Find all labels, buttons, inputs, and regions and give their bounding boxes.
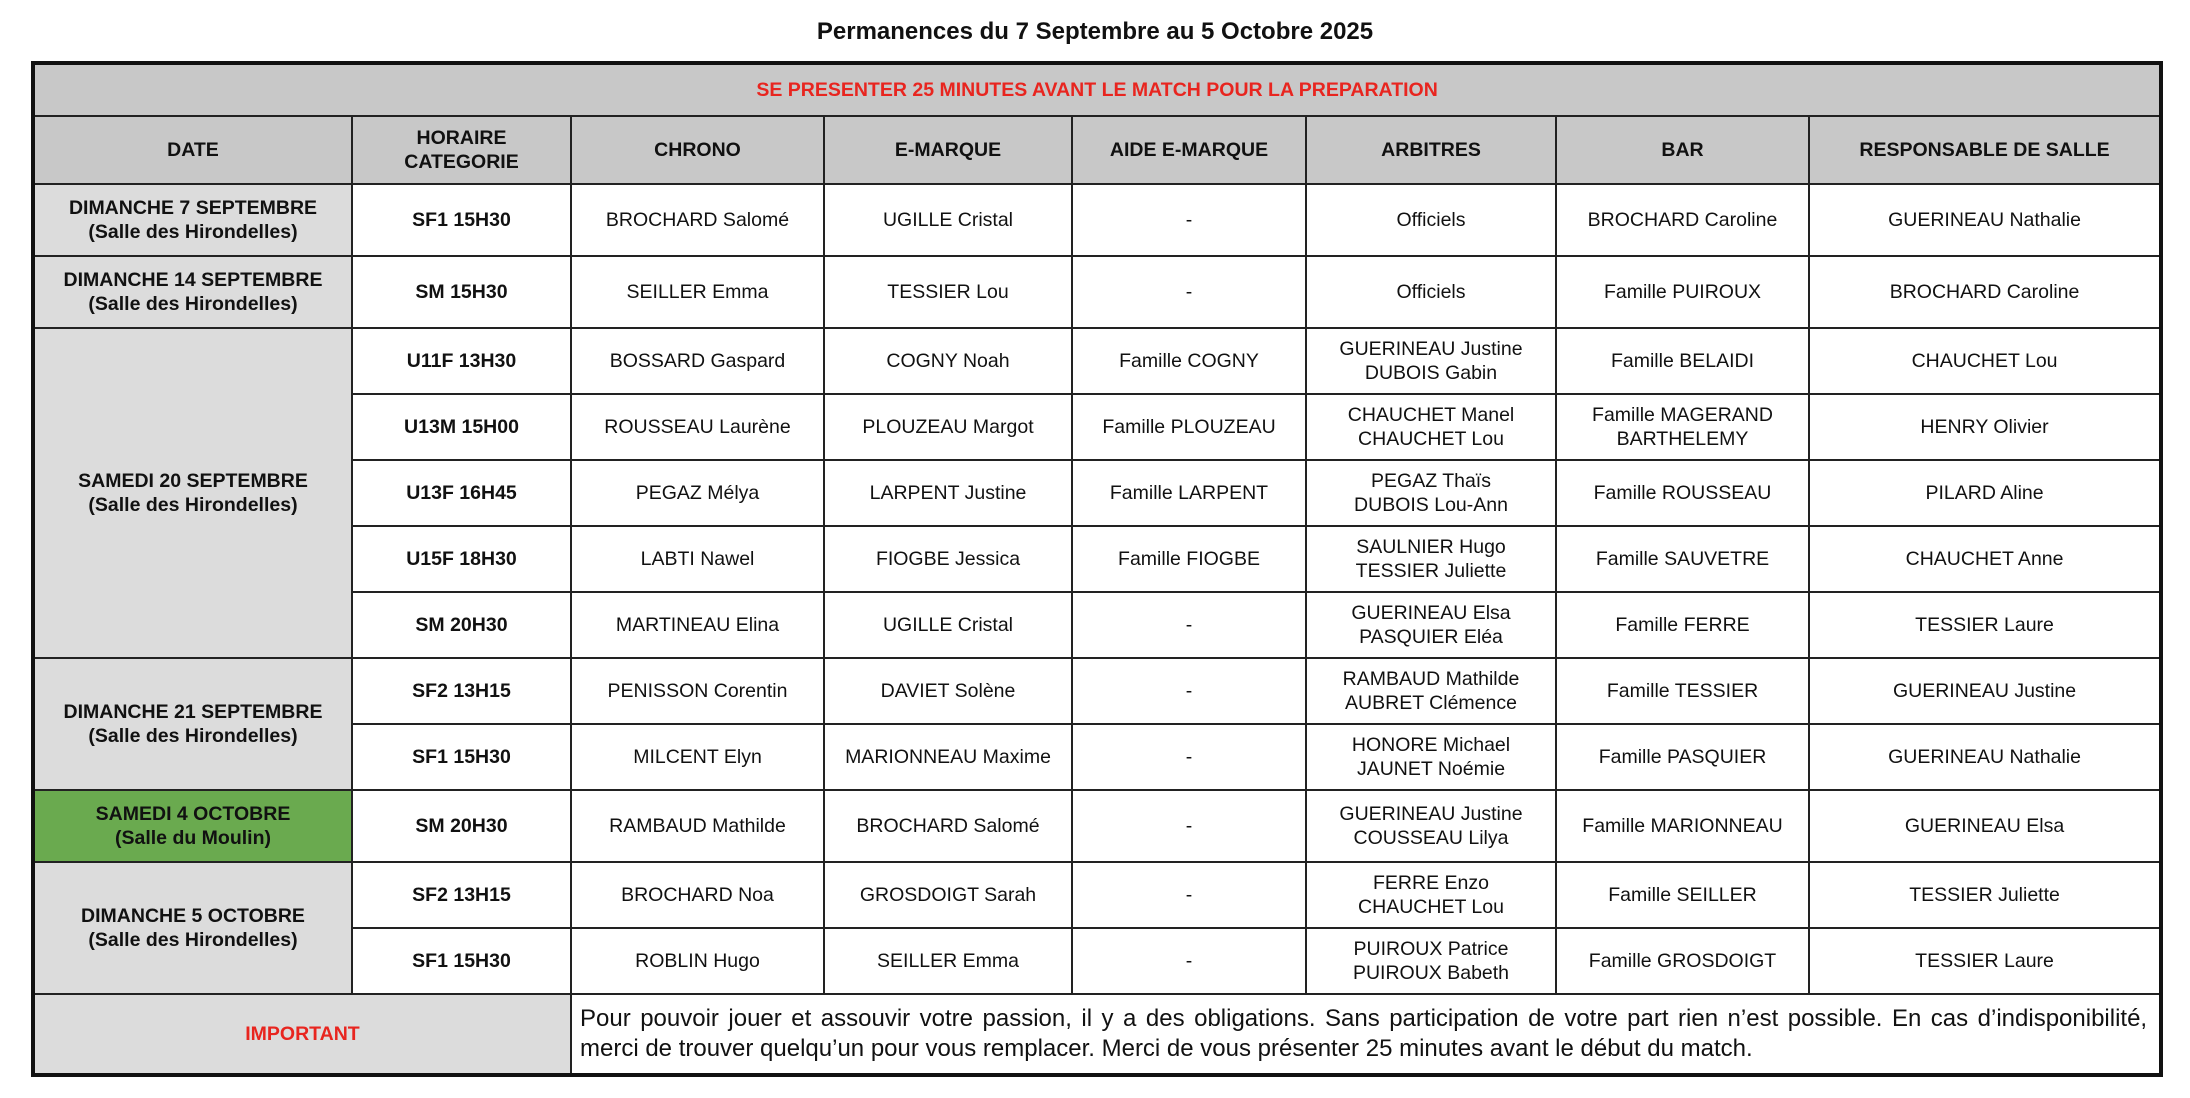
emarque-cell: TESSIER Lou (824, 256, 1072, 328)
table-row (33, 928, 2161, 994)
chrono-cell: BROCHARD Noa (571, 862, 824, 928)
arbitres-line: GUERINEAU Elsa (1351, 602, 1511, 624)
arbitres-line: GUERINEAU Justine (1339, 803, 1523, 825)
banner-row (33, 63, 2161, 116)
venue-label: (Salle des Hirondelles) (88, 929, 298, 951)
chrono-cell: ROUSSEAU Laurène (571, 394, 824, 460)
bar-line: Famille FERRE (1615, 614, 1750, 636)
header-horaire-line1: HORAIRE (416, 127, 507, 149)
chrono-cell: SEILLER Emma (571, 256, 824, 328)
horaire-cell: SF1 15H30 (352, 724, 571, 790)
important-label: IMPORTANT (33, 994, 571, 1075)
horaire-cell: U15F 18H30 (352, 526, 571, 592)
responsable-cell: GUERINEAU Nathalie (1809, 184, 2161, 256)
bar-line: BROCHARD Caroline (1587, 209, 1778, 231)
header-horaire (352, 116, 571, 184)
date-label: DIMANCHE 5 OCTOBRE (81, 905, 305, 927)
date-label: DIMANCHE 7 SEPTEMBRE (68, 197, 318, 219)
chrono-cell: LABTI Nawel (571, 526, 824, 592)
date-cell (33, 790, 352, 862)
aide-cell: Famille COGNY (1072, 328, 1306, 394)
arbitres-line: CHAUCHET Manel (1347, 404, 1515, 426)
arbitres-cell (1306, 256, 1556, 328)
table-row (33, 862, 2161, 928)
bar-cell (1556, 658, 1809, 724)
arbitres-line: CHAUCHET Lou (1358, 896, 1504, 918)
date-cell (33, 658, 352, 790)
arbitres-cell (1306, 460, 1556, 526)
responsable-cell: GUERINEAU Justine (1809, 658, 2161, 724)
arbitres-line: PASQUIER Eléa (1359, 626, 1503, 648)
header-responsable: RESPONSABLE DE SALLE (1809, 116, 2161, 184)
bar-line: Famille MARIONNEAU (1582, 815, 1783, 837)
arbitres-line: JAUNET Noémie (1356, 758, 1506, 780)
emarque-cell: BROCHARD Salomé (824, 790, 1072, 862)
chrono-cell: BOSSARD Gaspard (571, 328, 824, 394)
responsable-cell: TESSIER Laure (1809, 592, 2161, 658)
aide-cell: - (1072, 928, 1306, 994)
horaire-cell: SF2 13H15 (352, 862, 571, 928)
table-row (33, 460, 2161, 526)
bar-line: Famille TESSIER (1606, 680, 1759, 702)
horaire-cell: SF2 13H15 (352, 658, 571, 724)
responsable-cell: TESSIER Juliette (1809, 862, 2161, 928)
important-row (33, 994, 2161, 1075)
emarque-cell: UGILLE Cristal (824, 592, 1072, 658)
horaire-cell: U13M 15H00 (352, 394, 571, 460)
bar-line: Famille MAGERAND (1592, 404, 1773, 426)
schedule-table (31, 61, 2163, 1077)
aide-cell: Famille PLOUZEAU (1072, 394, 1306, 460)
date-label: DIMANCHE 14 SEPTEMBRE (63, 269, 323, 291)
aide-cell: Famille FIOGBE (1072, 526, 1306, 592)
responsable-cell: CHAUCHET Lou (1809, 328, 2161, 394)
arbitres-line: SAULNIER Hugo (1356, 536, 1506, 558)
bar-line: Famille SEILLER (1608, 884, 1757, 906)
table-row (33, 184, 2161, 256)
venue-label: (Salle du Moulin) (115, 827, 271, 849)
bar-cell (1556, 184, 1809, 256)
header-emarque: E-MARQUE (824, 116, 1072, 184)
date-cell (33, 328, 352, 658)
responsable-cell: PILARD Aline (1809, 460, 2161, 526)
bar-cell (1556, 256, 1809, 328)
arbitres-line: DUBOIS Gabin (1364, 362, 1498, 384)
arbitres-line: Officiels (1396, 281, 1466, 303)
emarque-cell: LARPENT Justine (824, 460, 1072, 526)
table-row (33, 256, 2161, 328)
horaire-cell: U11F 13H30 (352, 328, 571, 394)
arbitres-line: GUERINEAU Justine (1339, 338, 1523, 360)
arbitres-cell (1306, 328, 1556, 394)
arbitres-line: PUIROUX Babeth (1352, 962, 1510, 984)
chrono-cell: MARTINEAU Elina (571, 592, 824, 658)
aide-cell: - (1072, 724, 1306, 790)
date-label: SAMEDI 20 SEPTEMBRE (78, 470, 308, 492)
arbitres-line: FERRE Enzo (1373, 872, 1489, 894)
arbitres-cell (1306, 790, 1556, 862)
aide-cell: - (1072, 862, 1306, 928)
emarque-cell: DAVIET Solène (824, 658, 1072, 724)
table-row (33, 328, 2161, 394)
venue-label: (Salle des Hirondelles) (88, 293, 298, 315)
chrono-cell: PEGAZ Mélya (571, 460, 824, 526)
aide-cell: - (1072, 592, 1306, 658)
responsable-cell: GUERINEAU Elsa (1809, 790, 2161, 862)
table-row (33, 526, 2161, 592)
banner-text: SE PRESENTER 25 MINUTES AVANT LE MATCH POUR LA PREPARATION (33, 63, 2161, 116)
arbitres-line: PEGAZ Thaïs (1371, 470, 1491, 492)
emarque-cell: UGILLE Cristal (824, 184, 1072, 256)
chrono-cell: MILCENT Elyn (571, 724, 824, 790)
header-aide-emarque: AIDE E-MARQUE (1072, 116, 1306, 184)
venue-label: (Salle des Hirondelles) (88, 494, 298, 516)
bar-cell (1556, 526, 1809, 592)
arbitres-cell (1306, 592, 1556, 658)
date-label: SAMEDI 4 OCTOBRE (95, 803, 291, 825)
arbitres-line: TESSIER Juliette (1355, 560, 1507, 582)
venue-label: (Salle des Hirondelles) (88, 725, 298, 747)
arbitres-cell (1306, 526, 1556, 592)
arbitres-line: Officiels (1396, 209, 1466, 231)
bar-line: Famille SAUVETRE (1595, 548, 1770, 570)
aide-cell: - (1072, 256, 1306, 328)
bar-line: Famille ROUSSEAU (1593, 482, 1772, 504)
aide-cell: - (1072, 658, 1306, 724)
header-horaire-line2: CATEGORIE (404, 151, 519, 173)
emarque-cell: MARIONNEAU Maxime (824, 724, 1072, 790)
aide-cell: Famille LARPENT (1072, 460, 1306, 526)
chrono-cell: BROCHARD Salomé (571, 184, 824, 256)
bar-cell (1556, 592, 1809, 658)
arbitres-cell (1306, 184, 1556, 256)
header-date: DATE (33, 116, 352, 184)
responsable-cell: GUERINEAU Nathalie (1809, 724, 2161, 790)
arbitres-cell (1306, 724, 1556, 790)
header-row (33, 116, 2161, 184)
table-row (33, 790, 2161, 862)
arbitres-line: CHAUCHET Lou (1358, 428, 1504, 450)
responsable-cell: TESSIER Laure (1809, 928, 2161, 994)
emarque-cell: PLOUZEAU Margot (824, 394, 1072, 460)
date-cell (33, 184, 352, 256)
arbitres-cell (1306, 394, 1556, 460)
arbitres-line: RAMBAUD Mathilde (1342, 668, 1520, 690)
header-bar: BAR (1556, 116, 1809, 184)
table-row (33, 394, 2161, 460)
horaire-cell: SF1 15H30 (352, 928, 571, 994)
schedule-body (33, 184, 2161, 994)
emarque-cell: SEILLER Emma (824, 928, 1072, 994)
chrono-cell: ROBLIN Hugo (571, 928, 824, 994)
horaire-cell: SM 15H30 (352, 256, 571, 328)
emarque-cell: GROSDOIGT Sarah (824, 862, 1072, 928)
emarque-cell: FIOGBE Jessica (824, 526, 1072, 592)
responsable-cell: HENRY Olivier (1809, 394, 2161, 460)
table-row (33, 658, 2161, 724)
bar-cell (1556, 394, 1809, 460)
date-cell (33, 862, 352, 994)
arbitres-cell (1306, 862, 1556, 928)
bar-cell (1556, 928, 1809, 994)
responsable-cell: BROCHARD Caroline (1809, 256, 2161, 328)
bar-cell (1556, 862, 1809, 928)
chrono-cell: RAMBAUD Mathilde (571, 790, 824, 862)
bar-line: Famille PUIROUX (1603, 281, 1762, 303)
header-arbitres: ARBITRES (1306, 116, 1556, 184)
important-text: Pour pouvoir jouer et assouvir votre passion, il y a des obligations. Sans participation de votre part rien n’est possible. En cas d’indisponibilité, merci de trouver quelqu’un pour vous remplacer. Merci de vous présenter 25 minutes avant le début du match. (571, 994, 2161, 1075)
aide-cell: - (1072, 790, 1306, 862)
venue-label: (Salle des Hirondelles) (88, 221, 298, 243)
horaire-cell: U13F 16H45 (352, 460, 571, 526)
bar-cell (1556, 328, 1809, 394)
horaire-cell: SM 20H30 (352, 592, 571, 658)
arbitres-line: HONORE Michael (1351, 734, 1511, 756)
arbitres-line: COUSSEAU Lilya (1353, 827, 1509, 849)
bar-line: Famille GROSDOIGT (1588, 950, 1777, 972)
arbitres-line: DUBOIS Lou-Ann (1354, 494, 1508, 516)
header-chrono: CHRONO (571, 116, 824, 184)
emarque-cell: COGNY Noah (824, 328, 1072, 394)
page-title: Permanences du 7 Septembre au 5 Octobre 2025 (816, 18, 1374, 45)
arbitres-cell (1306, 928, 1556, 994)
horaire-cell: SF1 15H30 (352, 184, 571, 256)
bar-line: BARTHELEMY (1616, 428, 1749, 450)
responsable-cell: CHAUCHET Anne (1809, 526, 2161, 592)
aide-cell: - (1072, 184, 1306, 256)
bar-cell (1556, 724, 1809, 790)
table-row (33, 592, 2161, 658)
bar-line: Famille PASQUIER (1598, 746, 1767, 768)
arbitres-line: AUBRET Clémence (1345, 692, 1517, 714)
arbitres-cell (1306, 658, 1556, 724)
bar-line: Famille BELAIDI (1610, 350, 1755, 372)
arbitres-line: PUIROUX Patrice (1353, 938, 1509, 960)
bar-cell (1556, 460, 1809, 526)
date-cell (33, 256, 352, 328)
horaire-cell: SM 20H30 (352, 790, 571, 862)
chrono-cell: PENISSON Corentin (571, 658, 824, 724)
date-label: DIMANCHE 21 SEPTEMBRE (63, 701, 323, 723)
bar-cell (1556, 790, 1809, 862)
table-row (33, 724, 2161, 790)
